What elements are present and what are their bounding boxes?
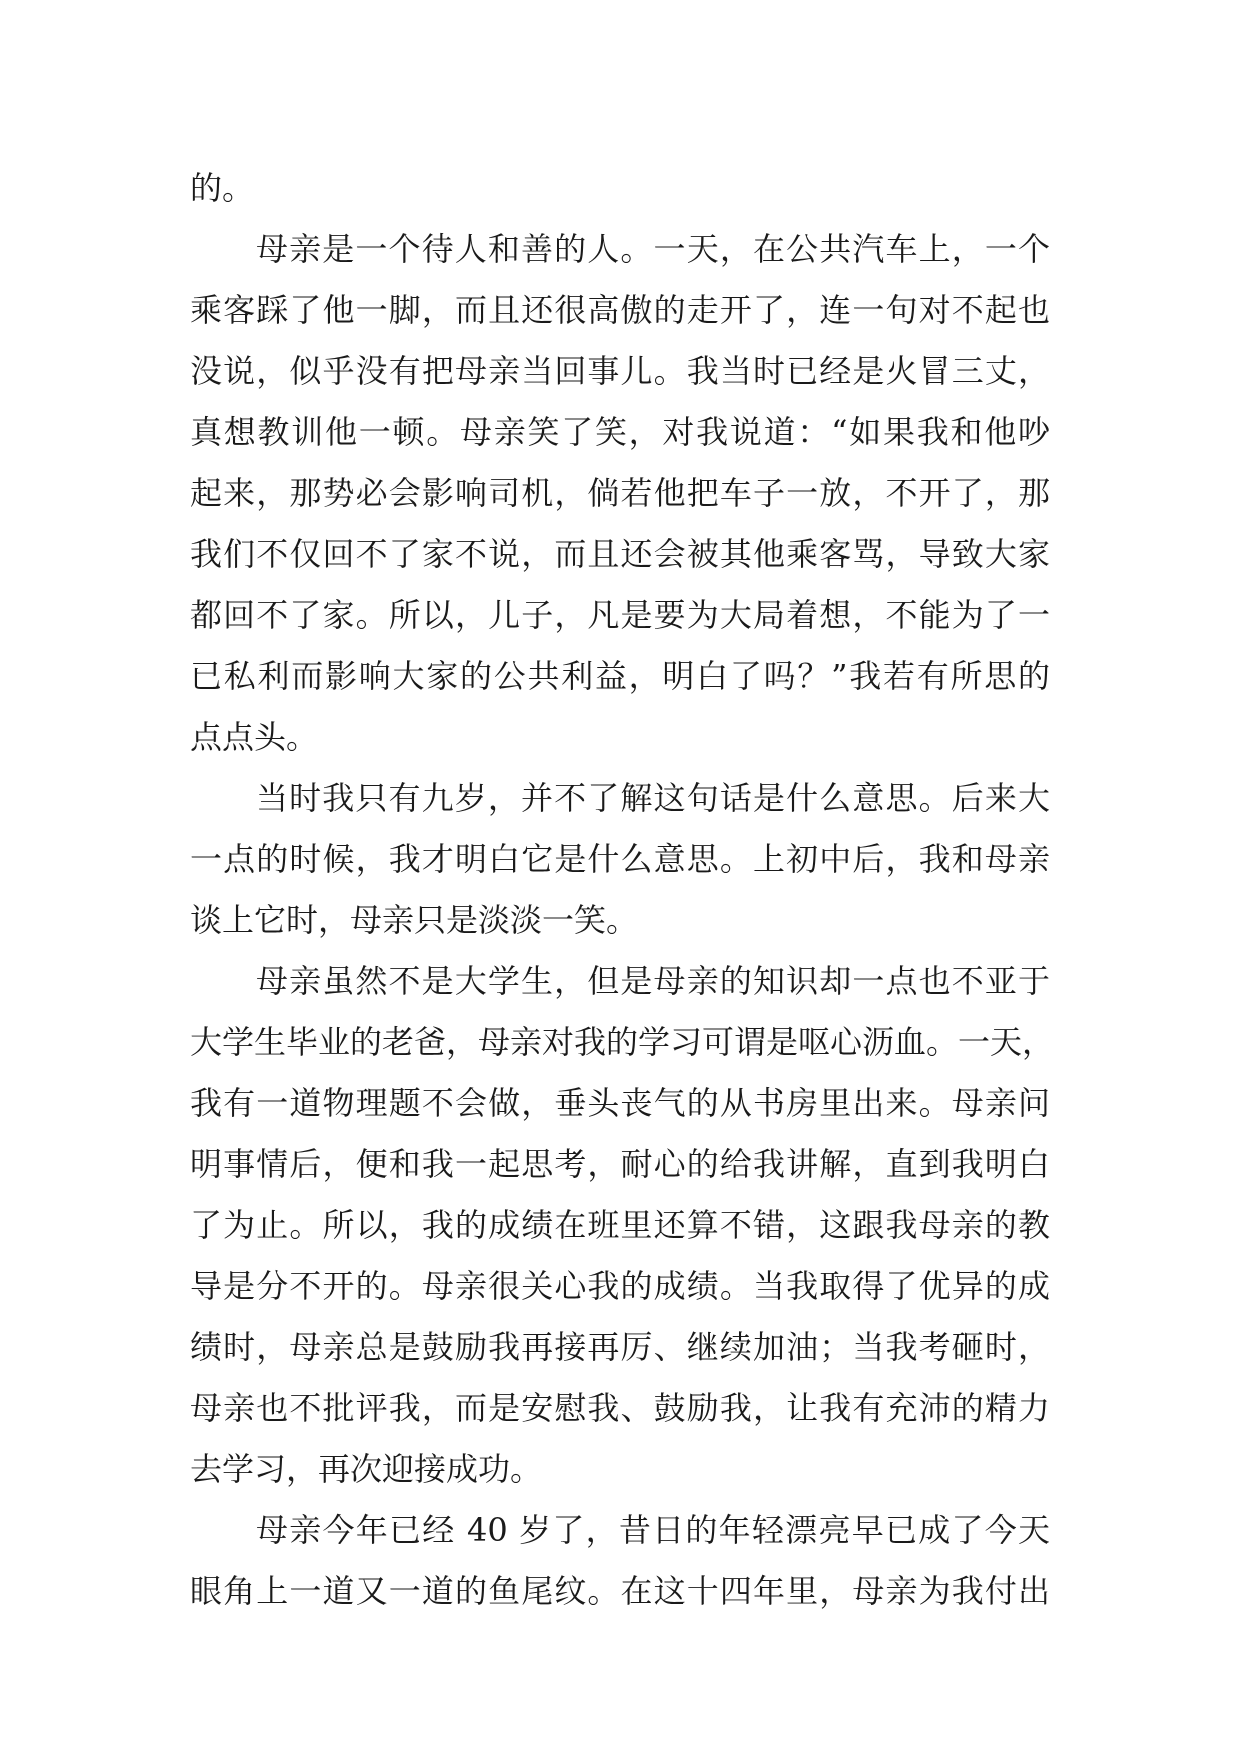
text-line — [190, 1317, 1050, 1378]
text-line-content: 都回不了家。所以，儿子，凡是要为大局着想，不能为了一 — [190, 596, 1050, 634]
text-line-content: 母亲虽然不是大学生，但是母亲的知识却一点也不亚于 — [256, 962, 1050, 1000]
text-line — [190, 280, 1050, 341]
document-page — [190, 158, 1055, 1622]
text-line-content: 母亲是一个待人和善的人。一天，在公共汽车上，一个 — [256, 230, 1050, 268]
text-line-content: 眼角上一道又一道的鱼尾纹。在这十四年里，母亲为我付出 — [190, 1572, 1050, 1610]
text-line — [190, 1561, 1050, 1622]
text-line — [190, 341, 1050, 402]
text-line-content: 了为止。所以，我的成绩在班里还算不错，这跟我母亲的教 — [190, 1206, 1050, 1244]
text-line — [190, 646, 1050, 707]
text-line-content: 大学生毕业的老爸，母亲对我的学习可谓是呕心沥血。一天， — [190, 1023, 1055, 1061]
text-line-content: 我有一道物理题不会做，垂头丧气的从书房里出来。母亲问 — [190, 1084, 1050, 1122]
text-line-content: 没说，似乎没有把母亲当回事儿。我当时已经是火冒三丈， — [190, 352, 1050, 390]
text-line — [190, 829, 1050, 890]
text-line — [190, 219, 1050, 280]
text-line-content: 点点头。 — [190, 718, 319, 756]
text-line-content: 起来，那势必会影响司机，倘若他把车子一放，不开了，那 — [190, 474, 1050, 512]
text-line-content: 的。 — [190, 169, 255, 207]
text-line — [190, 1195, 1050, 1256]
text-line-content: 明事情后，便和我一起思考，耐心的给我讲解，直到我明白 — [190, 1145, 1050, 1183]
text-line — [190, 1378, 1050, 1439]
text-line — [190, 402, 1050, 463]
text-line — [190, 890, 1050, 951]
text-line — [190, 707, 1050, 768]
text-line-content: 母亲今年已经 40 岁了，昔日的年轻漂亮早已成了今天 — [256, 1511, 1050, 1549]
text-line-content: 当时我只有九岁，并不了解这句话是什么意思。后来大 — [256, 779, 1050, 817]
text-line — [190, 1500, 1050, 1561]
text-line-content: 去学习，再次迎接成功。 — [190, 1450, 543, 1488]
text-line — [190, 585, 1050, 646]
text-line-content: 真想教训他一顿。母亲笑了笑，对我说道：“如果我和他吵 — [190, 413, 1050, 451]
text-line — [190, 768, 1050, 829]
text-line — [190, 1439, 1050, 1500]
text-line — [190, 1073, 1050, 1134]
text-line — [190, 1134, 1050, 1195]
text-line-content: 导是分不开的。母亲很关心我的成绩。当我取得了优异的成 — [190, 1267, 1050, 1305]
text-line-content: 谈上它时，母亲只是淡淡一笑。 — [190, 901, 639, 939]
text-line — [190, 524, 1050, 585]
text-line-content: 绩时，母亲总是鼓励我再接再厉、继续加油；当我考砸时， — [190, 1328, 1050, 1366]
text-line — [190, 951, 1050, 1012]
text-line-content: 我们不仅回不了家不说，而且还会被其他乘客骂，导致大家 — [190, 535, 1050, 573]
text-line — [190, 1012, 1055, 1073]
text-line — [190, 1256, 1050, 1317]
text-line-content: 母亲也不批评我，而是安慰我、鼓励我，让我有充沛的精力 — [190, 1389, 1050, 1427]
text-line — [190, 463, 1050, 524]
text-line — [190, 158, 1050, 219]
text-line-content: 一点的时候，我才明白它是什么意思。上初中后，我和母亲 — [190, 840, 1050, 878]
text-line-content: 乘客踩了他一脚，而且还很高傲的走开了，连一句对不起也 — [190, 291, 1050, 329]
text-line-content: 已私利而影响大家的公共利益，明白了吗？”我若有所思的 — [190, 657, 1050, 695]
